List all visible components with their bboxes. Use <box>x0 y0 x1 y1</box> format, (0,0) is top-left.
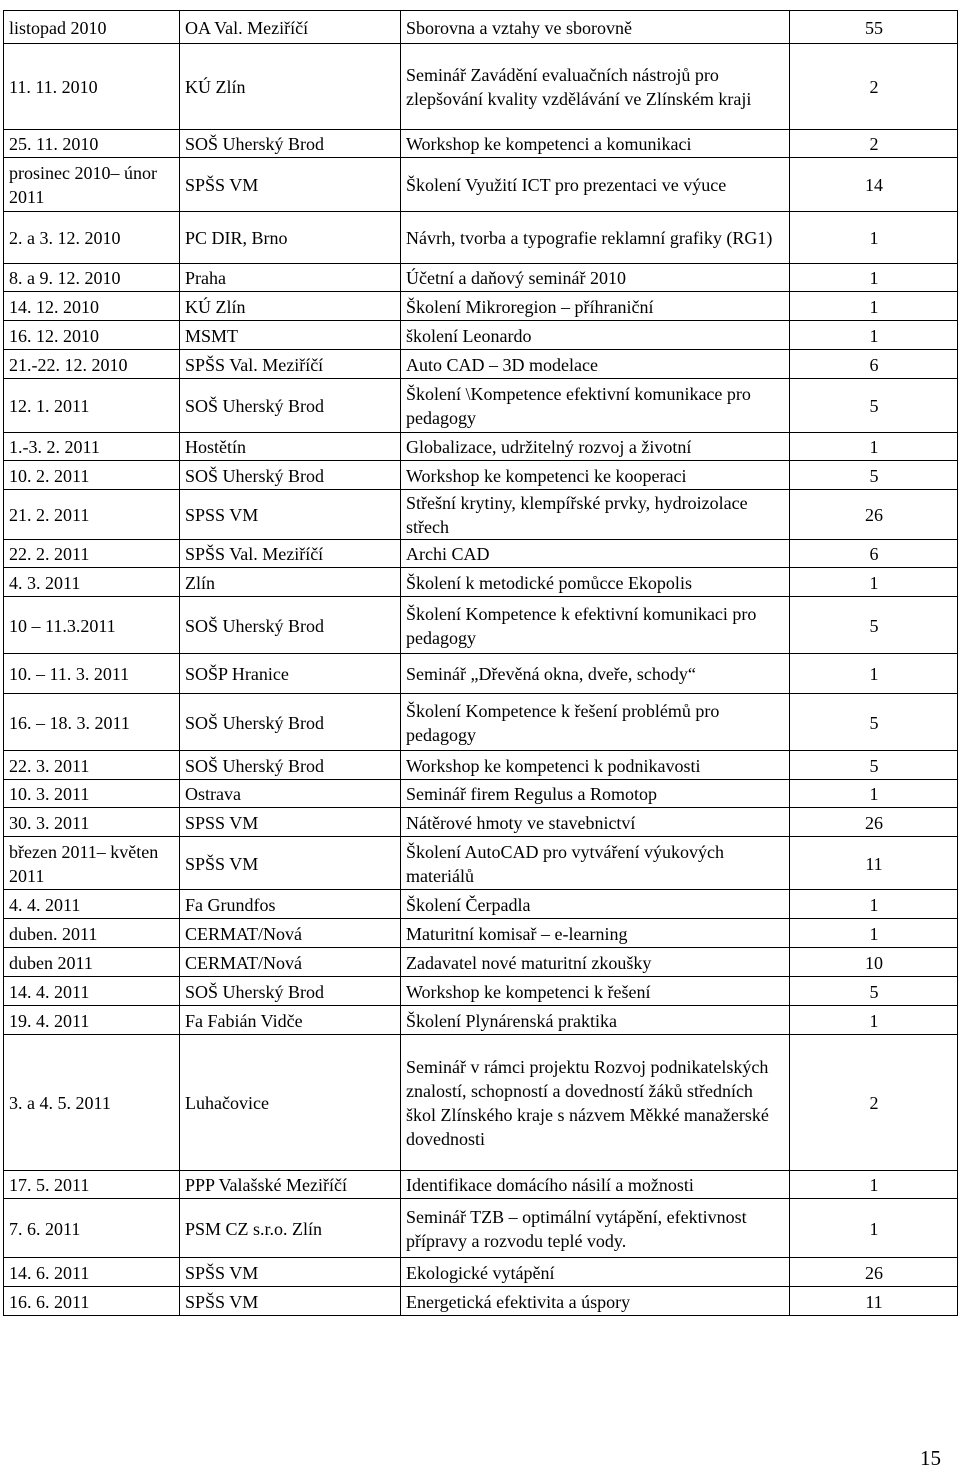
table-row <box>4 568 958 597</box>
table-row <box>4 158 958 212</box>
cell-participants: 1 <box>790 433 958 461</box>
cell-participants: 6 <box>790 540 958 568</box>
table-row <box>4 540 958 568</box>
table-row <box>4 130 958 158</box>
table-row <box>4 837 958 890</box>
cell-organizer: OA Val. Meziříčí <box>180 11 401 44</box>
cell-date: 17. 5. 2011 <box>4 1171 180 1199</box>
cell-event: Školení Využití ICT pro prezentaci ve výuce <box>401 158 790 212</box>
cell-date: 4. 3. 2011 <box>4 568 180 597</box>
cell-participants: 10 <box>790 948 958 977</box>
cell-organizer: PPP Valašské Meziříčí <box>180 1171 401 1199</box>
cell-event: Identifikace domácího násilí a možnosti <box>401 1171 790 1199</box>
cell-date: 30. 3. 2011 <box>4 808 180 837</box>
cell-organizer: MSMT <box>180 321 401 350</box>
cell-participants: 1 <box>790 321 958 350</box>
cell-organizer: SOŠ Uherský Brod <box>180 461 401 490</box>
cell-date: duben 2011 <box>4 948 180 977</box>
cell-participants: 5 <box>790 694 958 751</box>
cell-event: školení Leonardo <box>401 321 790 350</box>
cell-participants: 1 <box>790 919 958 948</box>
cell-event: Zadavatel nové maturitní zkoušky <box>401 948 790 977</box>
cell-date: 10. 2. 2011 <box>4 461 180 490</box>
cell-date: 10. – 11. 3. 2011 <box>4 654 180 694</box>
table-row <box>4 212 958 264</box>
cell-participants: 1 <box>790 890 958 919</box>
cell-event: Seminář „Dřevěná okna, dveře, schody“ <box>401 654 790 694</box>
cell-organizer: SPŠS VM <box>180 837 401 890</box>
cell-participants: 11 <box>790 1287 958 1316</box>
cell-event: Školení Mikroregion – příhraniční <box>401 292 790 321</box>
cell-participants: 55 <box>790 11 958 44</box>
table-row <box>4 751 958 780</box>
cell-organizer: SOŠ Uherský Brod <box>180 379 401 433</box>
table-row <box>4 433 958 461</box>
cell-event: Školení Plynárenská praktika <box>401 1006 790 1035</box>
cell-organizer: Praha <box>180 264 401 292</box>
cell-date: 25. 11. 2010 <box>4 130 180 158</box>
cell-participants: 1 <box>790 1006 958 1035</box>
cell-organizer: Luhačovice <box>180 1035 401 1171</box>
cell-organizer: PC DIR, Brno <box>180 212 401 264</box>
table-row <box>4 1171 958 1199</box>
cell-participants: 1 <box>790 568 958 597</box>
cell-participants: 5 <box>790 977 958 1006</box>
cell-event: Seminář firem Regulus a Romotop <box>401 780 790 808</box>
table-row <box>4 321 958 350</box>
cell-participants: 6 <box>790 350 958 379</box>
cell-date: 11. 11. 2010 <box>4 44 180 130</box>
table-row <box>4 694 958 751</box>
cell-participants: 26 <box>790 490 958 540</box>
table-row <box>4 919 958 948</box>
cell-organizer: SPŠS VM <box>180 1287 401 1316</box>
cell-event: Workshop ke kompetenci k podnikavosti <box>401 751 790 780</box>
table-row <box>4 654 958 694</box>
cell-event: Školení k metodické pomůcce Ekopolis <box>401 568 790 597</box>
cell-event: Seminář TZB – optimální vytápění, efektivnost přípravy a rozvodu teplé vody. <box>401 1199 790 1258</box>
cell-event: Energetická efektivita a úspory <box>401 1287 790 1316</box>
table-row <box>4 977 958 1006</box>
table-row <box>4 264 958 292</box>
cell-organizer: SOŠ Uherský Brod <box>180 751 401 780</box>
page-number: 15 <box>920 1446 941 1470</box>
cell-organizer: CERMAT/Nová <box>180 919 401 948</box>
table-body <box>4 11 958 1316</box>
cell-organizer: SPSS VM <box>180 808 401 837</box>
cell-date: 22. 3. 2011 <box>4 751 180 780</box>
cell-date: 3. a 4. 5. 2011 <box>4 1035 180 1171</box>
table-row <box>4 44 958 130</box>
table-row <box>4 1035 958 1171</box>
cell-date: listopad 2010 <box>4 11 180 44</box>
cell-organizer: SOŠ Uherský Brod <box>180 130 401 158</box>
cell-date: 16. 12. 2010 <box>4 321 180 350</box>
cell-date: 19. 4. 2011 <box>4 1006 180 1035</box>
cell-organizer: SPŠS VM <box>180 158 401 212</box>
cell-date: duben. 2011 <box>4 919 180 948</box>
cell-event: Nátěrové hmoty ve stavebnictví <box>401 808 790 837</box>
cell-participants: 1 <box>790 264 958 292</box>
table-row <box>4 808 958 837</box>
cell-participants: 1 <box>790 212 958 264</box>
table-row <box>4 490 958 540</box>
cell-date: 22. 2. 2011 <box>4 540 180 568</box>
cell-participants: 2 <box>790 130 958 158</box>
cell-date: 21. 2. 2011 <box>4 490 180 540</box>
cell-event: Ekologické vytápění <box>401 1258 790 1287</box>
cell-participants: 5 <box>790 379 958 433</box>
cell-organizer: KÚ Zlín <box>180 44 401 130</box>
cell-participants: 11 <box>790 837 958 890</box>
cell-event: Workshop ke kompetenci k řešení <box>401 977 790 1006</box>
cell-participants: 1 <box>790 292 958 321</box>
cell-date: 14. 12. 2010 <box>4 292 180 321</box>
cell-participants: 2 <box>790 1035 958 1171</box>
table-row <box>4 948 958 977</box>
cell-participants: 26 <box>790 1258 958 1287</box>
cell-event: Školení AutoCAD pro vytváření výukových materiálů <box>401 837 790 890</box>
cell-organizer: Hostětín <box>180 433 401 461</box>
cell-date: 21.-22. 12. 2010 <box>4 350 180 379</box>
cell-organizer: KÚ Zlín <box>180 292 401 321</box>
cell-organizer: SOŠ Uherský Brod <box>180 597 401 654</box>
table-row <box>4 1287 958 1316</box>
cell-event: Workshop ke kompetenci ke kooperaci <box>401 461 790 490</box>
table-row <box>4 1258 958 1287</box>
cell-date: 1.-3. 2. 2011 <box>4 433 180 461</box>
cell-participants: 1 <box>790 1199 958 1258</box>
cell-participants: 1 <box>790 1171 958 1199</box>
cell-event: Sborovna a vztahy ve sborovně <box>401 11 790 44</box>
cell-date: 2. a 3. 12. 2010 <box>4 212 180 264</box>
cell-event: Střešní krytiny, klempířské prvky, hydroizolace střech <box>401 490 790 540</box>
cell-date: 12. 1. 2011 <box>4 379 180 433</box>
cell-event: Archi CAD <box>401 540 790 568</box>
cell-organizer: SOŠ Uherský Brod <box>180 977 401 1006</box>
table-row <box>4 1006 958 1035</box>
cell-date: prosinec 2010– únor 2011 <box>4 158 180 212</box>
cell-event: Auto CAD – 3D modelace <box>401 350 790 379</box>
cell-event: Školení Kompetence k efektivní komunikaci pro pedagogy <box>401 597 790 654</box>
cell-participants: 5 <box>790 597 958 654</box>
cell-participants: 1 <box>790 654 958 694</box>
cell-organizer: Fa Fabián Vidče <box>180 1006 401 1035</box>
table-row <box>4 292 958 321</box>
cell-organizer: Zlín <box>180 568 401 597</box>
cell-event: Školení Čerpadla <box>401 890 790 919</box>
cell-date: 4. 4. 2011 <box>4 890 180 919</box>
table-row <box>4 379 958 433</box>
cell-organizer: SOŠP Hranice <box>180 654 401 694</box>
table-row <box>4 350 958 379</box>
cell-organizer: CERMAT/Nová <box>180 948 401 977</box>
cell-organizer: SPSS VM <box>180 490 401 540</box>
table-row <box>4 780 958 808</box>
cell-date: březen 2011– květen 2011 <box>4 837 180 890</box>
table-row <box>4 461 958 490</box>
cell-event: Účetní a daňový seminář 2010 <box>401 264 790 292</box>
cell-event: Návrh, tvorba a typografie reklamní grafiky (RG1) <box>401 212 790 264</box>
table-row <box>4 890 958 919</box>
cell-event: Školení \Kompetence efektivní komunikace pro pedagogy <box>401 379 790 433</box>
cell-event: Seminář v rámci projektu Rozvoj podnikatelských znalostí, schopností a dovedností žáků středních škol Zlínského kraje s názvem Měkké manažerské dovednosti <box>401 1035 790 1171</box>
cell-date: 14. 6. 2011 <box>4 1258 180 1287</box>
cell-organizer: SOŠ Uherský Brod <box>180 694 401 751</box>
table-row <box>4 597 958 654</box>
cell-organizer: SPŠS Val. Meziříčí <box>180 350 401 379</box>
cell-date: 16. – 18. 3. 2011 <box>4 694 180 751</box>
cell-participants: 2 <box>790 44 958 130</box>
cell-date: 10. 3. 2011 <box>4 780 180 808</box>
cell-organizer: SPŠS VM <box>180 1258 401 1287</box>
cell-date: 14. 4. 2011 <box>4 977 180 1006</box>
cell-participants: 5 <box>790 461 958 490</box>
cell-participants: 5 <box>790 751 958 780</box>
cell-organizer: Fa Grundfos <box>180 890 401 919</box>
cell-event: Maturitní komisař – e-learning <box>401 919 790 948</box>
cell-participants: 26 <box>790 808 958 837</box>
cell-event: Globalizace, udržitelný rozvoj a životní <box>401 433 790 461</box>
cell-organizer: SPŠS Val. Meziříčí <box>180 540 401 568</box>
table-row <box>4 11 958 44</box>
cell-date: 8. a 9. 12. 2010 <box>4 264 180 292</box>
cell-date: 10 – 11.3.2011 <box>4 597 180 654</box>
cell-organizer: Ostrava <box>180 780 401 808</box>
cell-event: Seminář Zavádění evaluačních nástrojů pro zlepšování kvality vzdělávání ve Zlínském kraji <box>401 44 790 130</box>
cell-organizer: PSM CZ s.r.o. Zlín <box>180 1199 401 1258</box>
training-table <box>3 10 958 1316</box>
cell-date: 7. 6. 2011 <box>4 1199 180 1258</box>
table-row <box>4 1199 958 1258</box>
cell-event: Školení Kompetence k řešení problémů pro pedagogy <box>401 694 790 751</box>
cell-participants: 14 <box>790 158 958 212</box>
cell-date: 16. 6. 2011 <box>4 1287 180 1316</box>
cell-event: Workshop ke kompetenci a komunikaci <box>401 130 790 158</box>
cell-participants: 1 <box>790 780 958 808</box>
